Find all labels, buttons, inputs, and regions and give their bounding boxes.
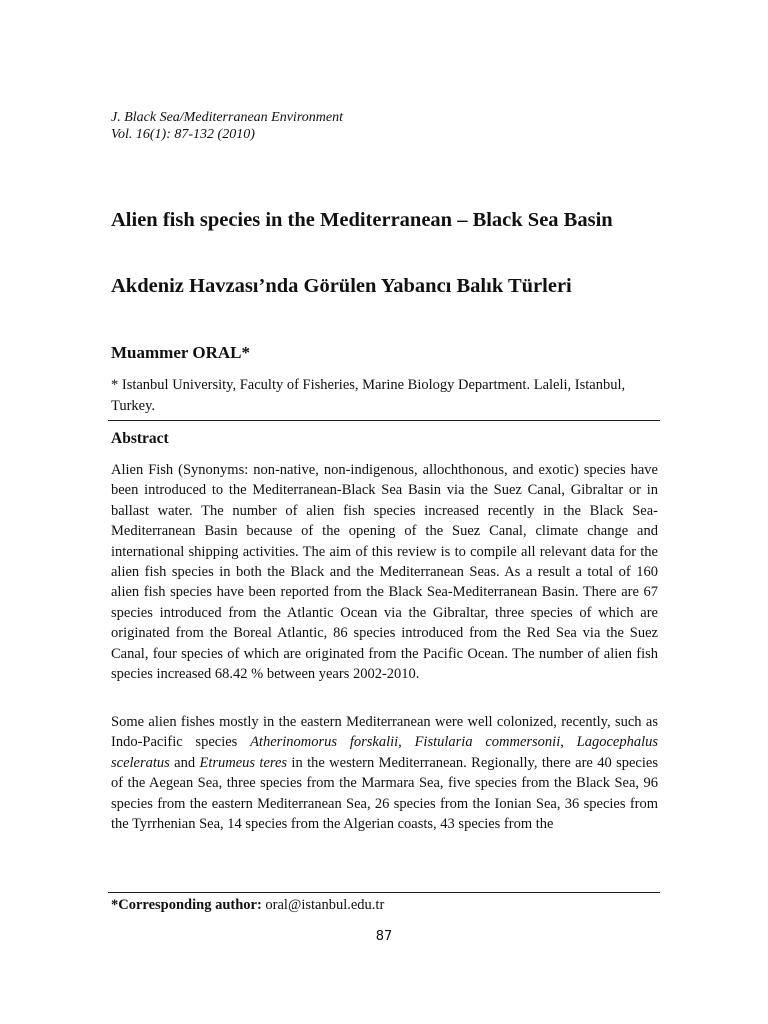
- species-name: Lagocephalus sceleratus: [111, 734, 658, 771]
- p2-sep: ,: [398, 734, 415, 751]
- p2-text-end: in the western Mediterranean. Regionally, there are 40 species of the Aegean Sea, three species from the Marmara Sea, five species from the Black Sea, 96 species from the eastern Mediterranean Sea, 26 species from the Ionian Sea, 36 species from the Tyrrhenian Sea, 14 species from the Algerian coasts, 43 species from the: [111, 754, 658, 833]
- author-affiliation: * Istanbul University, Faculty of Fisheries, Marine Biology Department. Laleli, Istanbul, Turkey.: [111, 377, 626, 414]
- paper-title: Alien fish species in the Mediterranean – Black Sea Basin: [111, 209, 613, 231]
- journal-header: [111, 109, 343, 143]
- author-name: Muammer ORAL*: [111, 343, 250, 362]
- abstract-paragraph-1: Alien Fish (Synonyms: non-native, non-indigenous, allochthonous, and exotic) species have been introduced to the Mediterranean-Black Sea Basin via the Suez Canal, Gibraltar or in ballast water. The number of alien fish species increased recently in the Black Sea-Mediterranean Basin because of the opening of the Suez Canal, climate change and international shipping activities. The aim of this review is to compile all relevant data for the alien fish species in both the Black and the Mediterranean Seas. As a result a total of 160 alien fish species have been reported from the Black Sea-Mediterranean Basin. There are 67 species introduced from the Atlantic Ocean via the Gibraltar, three species of which are originated from the Boreal Atlantic, 86 species introduced from the Red Sea via the Suez Canal, four species of which are originated from the Pacific Ocean. The number of alien fish species increased 68.42 % between years 2002-2010.: [111, 462, 658, 683]
- corresponding-author: [111, 897, 384, 914]
- p2-text-start: Some alien fishes mostly in the eastern Mediterranean were well colonized, recently, such as Indo-Pacific species: [111, 714, 658, 751]
- species-name: Fistularia commersonii: [414, 734, 561, 751]
- page-number: 87: [375, 929, 393, 944]
- corresponding-email: oral@istanbul.edu.tr: [261, 897, 385, 913]
- abstract-heading: Abstract: [111, 430, 169, 447]
- journal-volume: Vol. 16(1): 87-132 (2010): [111, 127, 255, 142]
- paper-subtitle: Akdeniz Havzası’nda Görülen Yabancı Balık Türleri: [111, 275, 572, 297]
- species-name: Atherinomorus forskalii: [250, 734, 399, 751]
- p2-sep: and: [169, 754, 200, 771]
- journal-name: J. Black Sea/Mediterranean Environment: [111, 110, 343, 125]
- species-name: Etrumeus teres: [199, 754, 288, 771]
- footnote-rule: [108, 892, 660, 893]
- corresponding-label: *Corresponding author:: [111, 897, 262, 913]
- abstract-paragraph-2: [111, 712, 658, 834]
- p2-sep: ,: [560, 734, 577, 751]
- abstract-top-rule: [108, 420, 660, 421]
